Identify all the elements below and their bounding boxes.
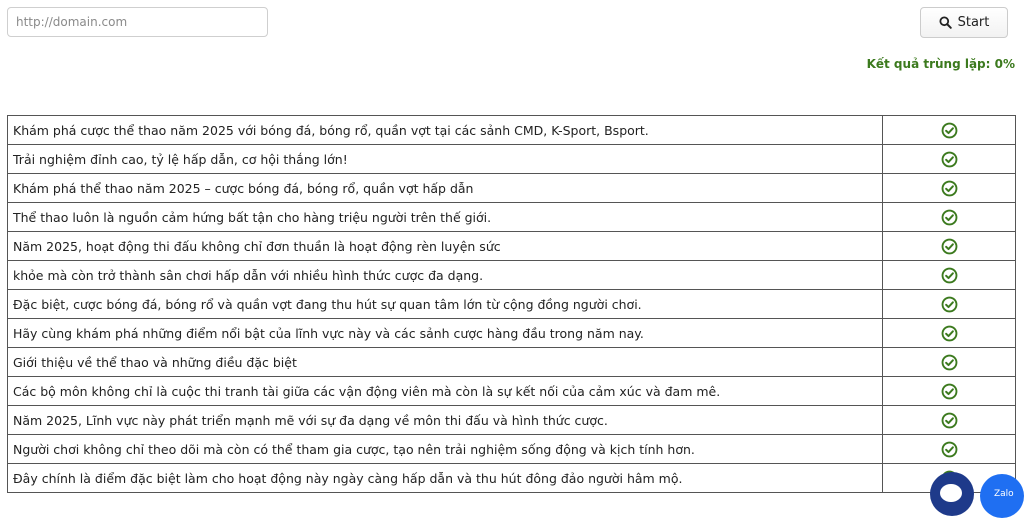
check-circle-icon [941,441,958,458]
row-text: khỏe mà còn trở thành sân chơi hấp dẫn với nhiều hình thức cược đa dạng. [8,261,883,290]
check-circle-icon [941,412,958,429]
row-status [883,232,1016,261]
search-icon [939,16,952,29]
row-text: Năm 2025, Lĩnh vực này phát triển mạnh mẽ với sự đa dạng về môn thi đấu và hình thức cược. [8,406,883,435]
row-status [883,377,1016,406]
row-text: Người chơi không chỉ theo dõi mà còn có thể tham gia cược, tạo nên trải nghiệm sống động và kịch tính hơn. [8,435,883,464]
row-text: Hãy cùng khám phá những điểm nổi bật của lĩnh vực này và các sảnh cược hàng đầu trong năm nay. [8,319,883,348]
check-circle-icon [941,180,958,197]
row-text: Đặc biệt, cược bóng đá, bóng rổ và quần vợt đang thu hút sự quan tâm lớn từ cộng đồng người chơi. [8,290,883,319]
check-circle-icon [941,325,958,342]
row-status [883,435,1016,464]
check-circle-icon [941,296,958,313]
row-status [883,261,1016,290]
results-table [7,115,1016,493]
row-status [883,174,1016,203]
check-circle-icon [941,267,958,284]
check-circle-icon [941,122,958,139]
table-row [8,435,1016,464]
duplicate-result: Kết quả trùng lặp: 0% [866,57,1015,71]
table-row [8,261,1016,290]
table-row [8,319,1016,348]
row-status [883,319,1016,348]
row-text: Trải nghiệm đỉnh cao, tỷ lệ hấp dẫn, cơ hội thắng lớn! [8,145,883,174]
table-row [8,145,1016,174]
zalo-label: Zalo [994,489,1014,499]
row-text: Giới thiệu về thể thao và những điều đặc biệt [8,348,883,377]
check-circle-icon [941,151,958,168]
chat-bubble-icon [940,484,962,502]
table-row [8,203,1016,232]
check-circle-icon [941,383,958,400]
row-status [883,116,1016,145]
row-text: Các bộ môn không chỉ là cuộc thi tranh tài giữa các vận động viên mà còn là sự kết nối của cảm xúc và đam mê. [8,377,883,406]
table-row [8,464,1016,493]
check-circle-icon [941,209,958,226]
start-button-label: Start [957,15,990,30]
table-row [8,232,1016,261]
row-text: Khám phá cược thể thao năm 2025 với bóng đá, bóng rổ, quần vợt tại các sảnh CMD, K-Sport, Bsport. [8,116,883,145]
row-text: Thể thao luôn là nguồn cảm hứng bất tận cho hàng triệu người trên thế giới. [8,203,883,232]
zalo-button[interactable] [980,474,1024,518]
table-row [8,348,1016,377]
row-status [883,145,1016,174]
check-circle-icon [941,238,958,255]
row-status [883,290,1016,319]
row-text: Đây chính là điểm đặc biệt làm cho hoạt động này ngày càng hấp dẫn và thu hút đông đảo người hâm mộ. [8,464,883,493]
row-text: Khám phá thể thao năm 2025 – cược bóng đá, bóng rổ, quần vợt hấp dẫn [8,174,883,203]
row-status [883,406,1016,435]
table-row [8,406,1016,435]
start-button[interactable] [920,7,1008,38]
table-row [8,116,1016,145]
row-text: Năm 2025, hoạt động thi đấu không chỉ đơn thuần là hoạt động rèn luyện sức [8,232,883,261]
table-row [8,290,1016,319]
row-status [883,348,1016,377]
table-row [8,174,1016,203]
row-status [883,203,1016,232]
chat-button[interactable] [930,472,974,516]
check-circle-icon [941,354,958,371]
url-input[interactable] [7,7,268,37]
table-row [8,377,1016,406]
